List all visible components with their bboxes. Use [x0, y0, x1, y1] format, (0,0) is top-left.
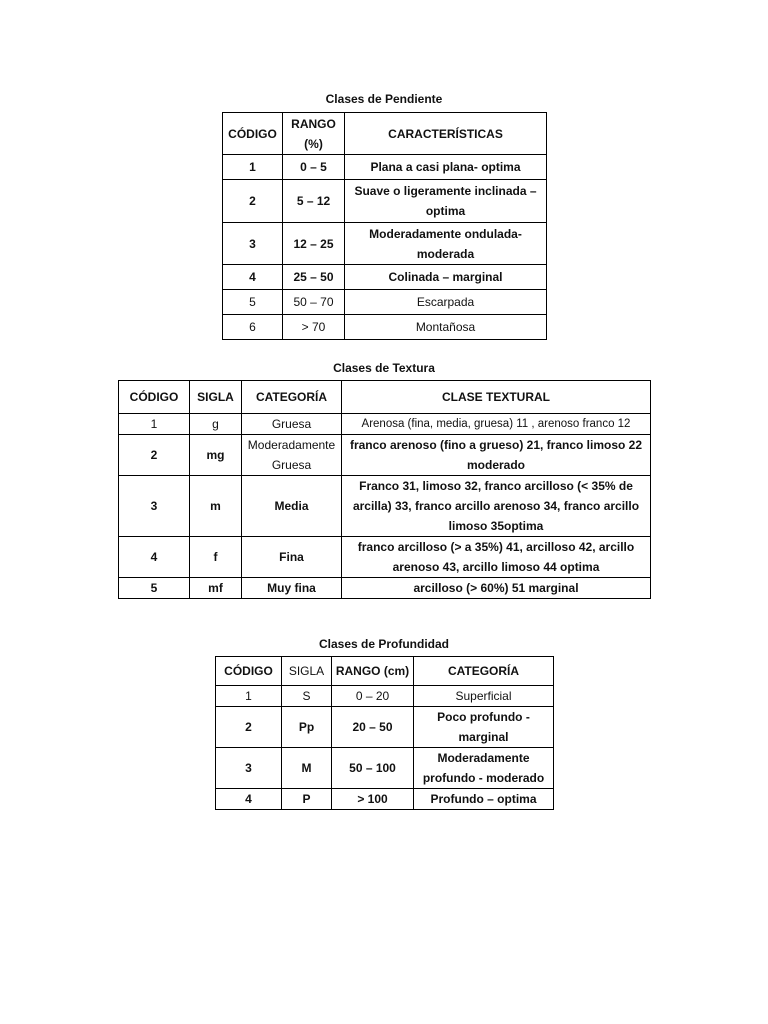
cell-rango: 0 – 20 [332, 686, 414, 707]
table-row [216, 707, 554, 748]
header-codigo: CÓDIGO [216, 657, 282, 686]
header-clase-textural: CLASE TEXTURAL [342, 381, 651, 414]
header-sigla: SIGLA [190, 381, 242, 414]
cell-sigla: f [190, 537, 242, 578]
table-row [119, 435, 651, 476]
cell-sigla: mg [190, 435, 242, 476]
table-header-row [223, 113, 547, 155]
cell-categoria: Poco profundo - marginal [414, 707, 554, 748]
cell-sigla: mf [190, 578, 242, 599]
table-row [223, 180, 547, 223]
table-row [119, 476, 651, 537]
cell-caracteristicas: Escarpada [345, 290, 547, 315]
table-row [119, 578, 651, 599]
cell-sigla: P [282, 789, 332, 810]
cell-codigo: 1 [119, 414, 190, 435]
cell-rango: 25 – 50 [283, 265, 345, 290]
cell-codigo: 2 [119, 435, 190, 476]
cell-caracteristicas: Colinada – marginal [345, 265, 547, 290]
cell-clase-textural: franco arcilloso (> a 35%) 41, arcilloso 42, arcillo arenoso 43, arcillo limoso 44 optima [342, 537, 651, 578]
cell-categoria: Moderadamente profundo - moderado [414, 748, 554, 789]
cell-categoria: Superficial [414, 686, 554, 707]
cell-codigo: 5 [119, 578, 190, 599]
header-categoria: CATEGORÍA [242, 381, 342, 414]
cell-categoria: Moderadamente Gruesa [242, 435, 342, 476]
cell-codigo: 5 [223, 290, 283, 315]
table-header-row [216, 657, 554, 686]
cell-categoria: Gruesa [242, 414, 342, 435]
cell-sigla: m [190, 476, 242, 537]
cell-rango: 5 – 12 [283, 180, 345, 223]
pendiente-table [222, 112, 547, 340]
cell-codigo: 2 [216, 707, 282, 748]
cell-codigo: 3 [223, 223, 283, 265]
header-codigo: CÓDIGO [119, 381, 190, 414]
cell-codigo: 1 [223, 155, 283, 180]
cell-clase-textural: arcilloso (> 60%) 51 marginal [342, 578, 651, 599]
cell-rango: 12 – 25 [283, 223, 345, 265]
table-row [216, 748, 554, 789]
header-rango: RANGO (%) [283, 113, 345, 155]
table-row [223, 290, 547, 315]
cell-codigo: 6 [223, 315, 283, 340]
cell-rango: > 100 [332, 789, 414, 810]
cell-rango: > 70 [283, 315, 345, 340]
header-codigo: CÓDIGO [223, 113, 283, 155]
cell-rango: 20 – 50 [332, 707, 414, 748]
cell-categoria: Fina [242, 537, 342, 578]
profundidad-table [215, 656, 554, 810]
header-categoria: CATEGORÍA [414, 657, 554, 686]
cell-codigo: 4 [119, 537, 190, 578]
header-caracteristicas: CARACTERÍSTICAS [345, 113, 547, 155]
cell-codigo: 4 [223, 265, 283, 290]
pendiente-title: Clases de Pendiente [325, 92, 443, 106]
profundidad-title: Clases de Profundidad [318, 637, 450, 651]
table-row [119, 414, 651, 435]
cell-categoria: Media [242, 476, 342, 537]
cell-caracteristicas: Moderadamente ondulada- moderada [345, 223, 547, 265]
cell-codigo: 3 [119, 476, 190, 537]
cell-categoria: Muy fina [242, 578, 342, 599]
header-sigla: SIGLA [282, 657, 332, 686]
cell-sigla: M [282, 748, 332, 789]
textura-table [118, 380, 651, 599]
cell-clase-textural: Arenosa (fina, media, gruesa) 11 , arenoso franco 12 [342, 414, 651, 435]
cell-caracteristicas: Plana a casi plana- optima [345, 155, 547, 180]
cell-clase-textural: franco arenoso (fino a grueso) 21, franco limoso 22 moderado [342, 435, 651, 476]
table-row [223, 155, 547, 180]
cell-rango: 0 – 5 [283, 155, 345, 180]
table-row [119, 537, 651, 578]
cell-sigla: Pp [282, 707, 332, 748]
header-rango: RANGO (cm) [332, 657, 414, 686]
cell-codigo: 4 [216, 789, 282, 810]
cell-rango: 50 – 70 [283, 290, 345, 315]
textura-title: Clases de Textura [333, 361, 435, 375]
cell-clase-textural: Franco 31, limoso 32, franco arcilloso (< 35% de arcilla) 33, franco arcillo arenoso 34, franco arcillo limoso 35optima [342, 476, 651, 537]
table-header-row [119, 381, 651, 414]
cell-categoria: Profundo – optima [414, 789, 554, 810]
cell-sigla: S [282, 686, 332, 707]
cell-rango: 50 – 100 [332, 748, 414, 789]
table-row [223, 223, 547, 265]
cell-codigo: 3 [216, 748, 282, 789]
table-row [223, 315, 547, 340]
table-row [223, 265, 547, 290]
cell-codigo: 2 [223, 180, 283, 223]
cell-caracteristicas: Suave o ligeramente inclinada – optima [345, 180, 547, 223]
cell-caracteristicas: Montañosa [345, 315, 547, 340]
cell-codigo: 1 [216, 686, 282, 707]
cell-sigla: g [190, 414, 242, 435]
table-row [216, 686, 554, 707]
table-row [216, 789, 554, 810]
